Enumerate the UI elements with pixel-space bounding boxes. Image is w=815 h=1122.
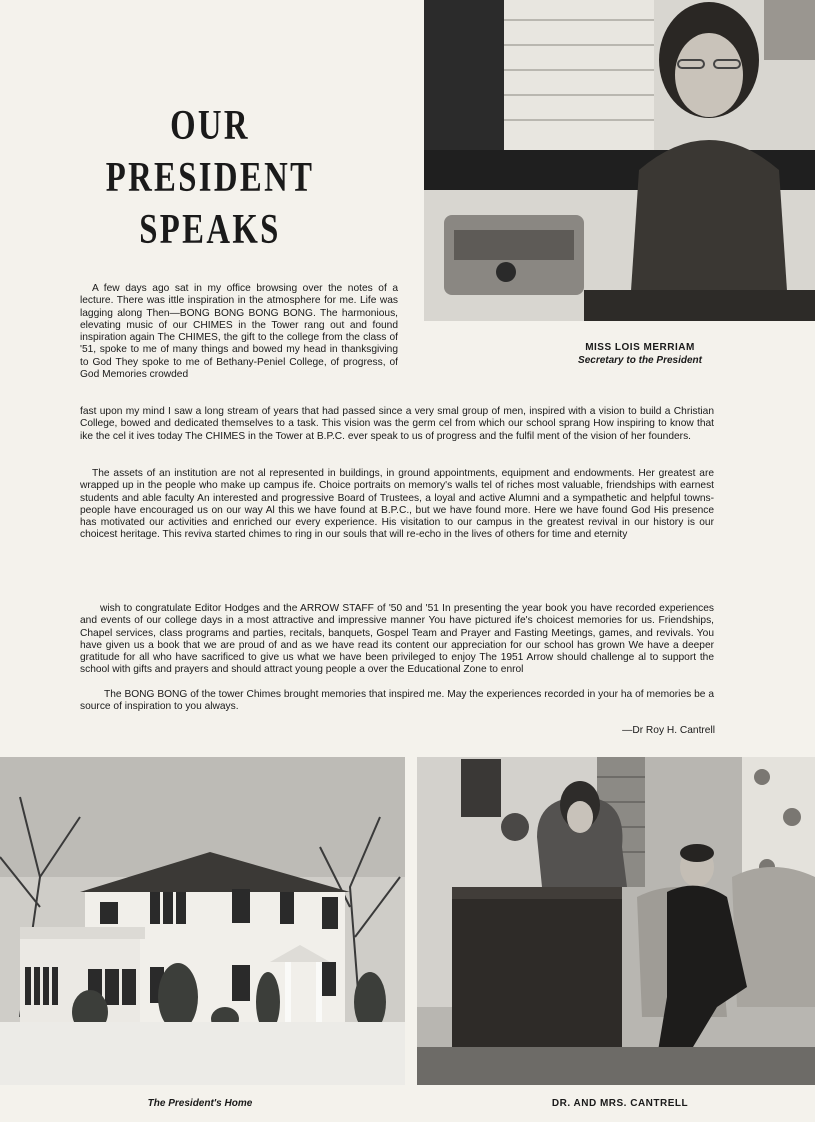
cantrell-couple-photo [417, 757, 815, 1085]
signature: —Dr Roy H. Cantrell [622, 725, 715, 736]
page-title [77, 100, 342, 256]
letter-paragraph-3: wish to congratulate Editor Hodges and the ARROW STAFF of '50 and '51 In presenting the year book you have recorded experiences and events of our college days in a most attractive and impressive manner You have pictured ife's choicest memories for us. Friendships, Chapel services, class programs and parties, recitals, banquets, Gospel Team and Prayer and Fasting Meetings, games, and revivals. You have given us a book that we are proud of and as we have read its content our appreciation for our school has grown We have a deeper gratitude for all who have sacrificed to give us what we have been privileged to enjoy The 1951 Arrow should challenge al to support the school with gifts and prayers and should attract young people a over the Educational Zone to enrol [80, 603, 714, 676]
secretary-role: Secretary to the President [578, 355, 702, 366]
president-home-photo [0, 757, 405, 1085]
title-line-2: SPEAKS [139, 207, 281, 253]
couple-caption: DR. AND MRS. CANTRELL [551, 1098, 689, 1109]
title-line-1: OUR PRESIDENT [105, 103, 315, 201]
secretary-caption [520, 341, 760, 367]
home-caption: The President's Home [147, 1098, 253, 1109]
secretary-photo [424, 0, 815, 321]
letter-paragraph-1-bottom: fast upon my mind I saw a long stream of years that had passed since a very smal group of men, inspired with a vision to build a Christian College, bowed and dedicated themselves to a task. This vision was the germ cel from which our school sprang How inspiring to know that ike the cel it ives today The CHIMES in the Tower at B.P.C. ever speak to us of progress and the fulfil ment of the vision of her founders. [80, 406, 714, 442]
letter-paragraph-2: The assets of an institution are not al represented in buildings, in ground appointments, equipment and endowments. Her greatest are wrapped up in the people who make up campus ife. Choice portraits on memory's walls tel of riches most valuable, friendships with earnest students and able faculty An interested and progressive Board of Trustees, a loyal and active Alumni and a sympathetic and helpful towns-people have encouraged us on our way Al this we have found at B.P.C., but we have found more. Here we have found God His presence has motivated our activities and enriched our every experience. His visitation to our campus in the greatest revival in our history is our choicest heritage. This reviva started chimes to ring in our souls that will re-echo in the lives of others for time and eternity [80, 468, 714, 541]
secretary-name: MISS LOIS MERRIAM [585, 342, 695, 353]
letter-paragraph-1-top: A few days ago sat in my office browsing over the notes of a lecture. There was ittle inspiration in the atmosphere for me. Life was lagging along Then—BONG BONG BONG BONG. The harmonious, elevating music of our CHIMES in the Tower rang out and found inspiration again The CHIMES, the gift to the college from the class of '51, spoke to me of many things and bowed my head in thanksgiving to God They spoke to me of Bethany-Peniel College, of progress, of God Memories crowded [80, 283, 398, 381]
letter-paragraph-4: The BONG BONG of the tower Chimes brought memories that inspired me. May the experiences recorded in your ha of memories be a source of inspiration to you always. [80, 689, 714, 713]
